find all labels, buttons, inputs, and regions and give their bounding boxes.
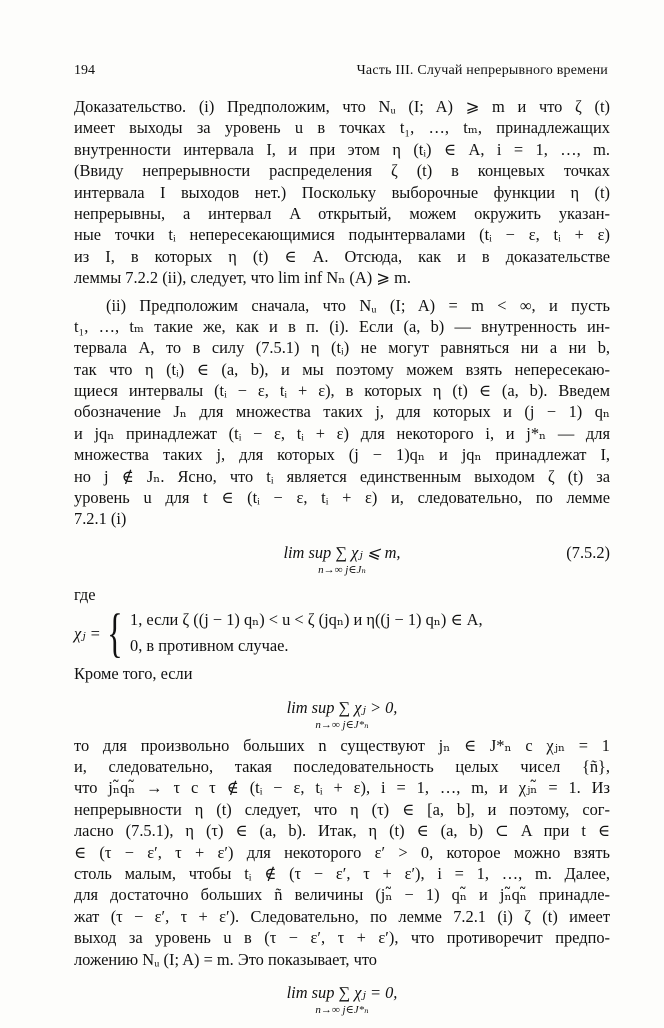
- text-line: для достаточно больших ñ величины (jₙ̃ − 1) qₙ̃ и jₙ̃qₙ̃ принадле-: [74, 885, 610, 905]
- text-line: жат (τ − ε′, τ + ε′). Следовательно, по лемме 7.2.1 (i) ζ (t) имеет: [74, 906, 610, 926]
- page-number: 194: [74, 63, 95, 78]
- equation-subscript: n→∞ j∈Jₙ: [318, 564, 366, 577]
- text-line: выход за уровень u в (τ − ε′, τ + ε′), что противоречит предпо-: [74, 928, 610, 948]
- text-line: то для произвольно больших n существуют jₙ ∈ J*ₙ с χⱼₙ = 1: [74, 735, 610, 755]
- equation-limsup-positive: [74, 685, 610, 729]
- text-line: где: [74, 584, 96, 604]
- text-line: непрерывны, а интервал A открытый, можем окружить указан-: [74, 203, 610, 223]
- equation-formula: lim sup ∑ χⱼ = 0, $^{n\to\infty j\in J*_n}$: [286, 982, 398, 1017]
- text-line: тервала A, то в силу (7.5.1) η (tᵢ) не могут равняться ни a ни b,: [74, 338, 610, 358]
- case-one: 1, если ζ ((j − 1) qₙ) < u < ζ (jqₙ) и η((j − 1) qₙ) ∈ A,: [130, 610, 483, 630]
- text-line: и jqₙ принадлежат (tᵢ − ε, tᵢ + ε) для некоторого i, и j*ₙ — для: [74, 423, 610, 443]
- chi-definition: [74, 605, 610, 663]
- text-line: непрерывности η (t) следует, что η (τ) ∈ [a, b], и поэтому, сог-: [74, 799, 610, 819]
- running-title: Часть III. Случай непрерывного времени: [356, 63, 608, 78]
- text-line: интервала I выходов нет.) Поскольку выборочные функции η (t): [74, 182, 610, 202]
- text-line: так что η (tᵢ) ∈ (a, b), и мы поэтому можем взять непересекаю-: [74, 359, 610, 379]
- page-header: [74, 63, 608, 83]
- text-line: щиеся интервалы (tᵢ − ε, tᵢ + ε), в которых η (t) ∈ (a, b). Введем: [74, 381, 610, 401]
- text-line: столь малым, чтобы tᵢ ∉ (τ − ε′, τ + ε′), i = 1, …, m. Далее,: [74, 863, 610, 883]
- text-line: но j ∉ Jₙ. Ясно, что tᵢ является единственным выходом ζ (t) за: [74, 466, 610, 486]
- page-body: [74, 96, 610, 1017]
- text-line: 7.2.1 (i): [74, 509, 127, 529]
- text-line: что jₙ̃qₙ̃ → τ с τ ∉ (tᵢ − ε, tᵢ + ε), i = 1, …, m, и χⱼₙ̃ = 1. Из: [74, 778, 610, 798]
- equation-subscript: n→∞ j∈J*ₙ: [315, 719, 369, 731]
- text-line: Кроме того, если: [74, 664, 193, 684]
- text-line: (ii) Предположим сначала, что Nᵤ (I; A) = m < ∞, и пусть: [106, 295, 610, 315]
- equation-formula: lim sup ∑ χⱼ > 0, $^{n\to\infty j\in J*_n}$: [286, 697, 398, 731]
- chi-lhs: χⱼ =: [74, 624, 101, 644]
- text-line: Доказательство. (i) Предположим, что Nᵤ (I; A) ⩾ m и что ζ (t): [74, 97, 610, 116]
- text-line: уровень u для t ∈ (tᵢ − ε, tᵢ + ε) и, следовательно, по лемме: [74, 488, 610, 508]
- case-two: 0, в противном случае.: [130, 636, 289, 656]
- paragraph-proof-i: [74, 96, 610, 289]
- text-line: имеет выходы за уровень u в точках t₁, …, tₘ, принадлежащих: [74, 118, 610, 138]
- equation-7-5-2: [74, 530, 610, 577]
- text-line: ∈ (τ − ε′, τ + ε′) для некоторого ε′ > 0, которое можно взять: [74, 842, 610, 862]
- text-line: множества таких j, для которых (j − 1)qₙ и jqₙ принадлежат I,: [74, 445, 610, 465]
- equation-subscript: n→∞ j∈J*ₙ: [315, 1004, 369, 1017]
- text-line: ложению Nᵤ (I; A) = m. Это показывает, что: [74, 949, 377, 969]
- equation-limsup-zero: [74, 970, 610, 1017]
- left-brace: {: [107, 603, 123, 664]
- text-line: внутренности интервала I, и при этом η (tᵢ) ∈ A, i = 1, …, m.: [74, 139, 610, 159]
- text-line: t₁, …, tₘ такие же, как и в п. (i). Если (a, b) — внутренность ин-: [74, 316, 610, 336]
- text-line: обозначение Jₙ для множества таких j, для которых и (j − 1) qₙ: [74, 402, 610, 422]
- text-line: ласно (7.5.1), η (τ) ∈ (a, b). Итак, η (t) ∈ (a, b) ⊂ A при t ∈: [74, 821, 610, 841]
- text-line: леммы 7.2.2 (ii), следует, что lim inf Nₙ (A) ⩾ m.: [74, 268, 411, 288]
- paragraph-argument: [74, 735, 610, 970]
- text-line: и, следовательно, такая последовательность целых чисел {ñ},: [74, 756, 610, 776]
- equation-number: (7.5.2): [566, 542, 610, 562]
- paragraph-proof-ii: [74, 295, 610, 530]
- equation-formula: lim sup ∑ χⱼ ⩽ m, $^{n\to\infty j\in J_n}$: [283, 542, 401, 577]
- text-line: ные точки tᵢ непересекающимися подынтервалами (tᵢ − ε, tᵢ + ε): [74, 225, 610, 245]
- text-line: из I, в которых η (t) ∈ A. Отсюда, как и в доказательстве: [74, 246, 610, 266]
- text-line: (Ввиду непрерывности распределения ζ (t) в концевых точках: [74, 161, 610, 181]
